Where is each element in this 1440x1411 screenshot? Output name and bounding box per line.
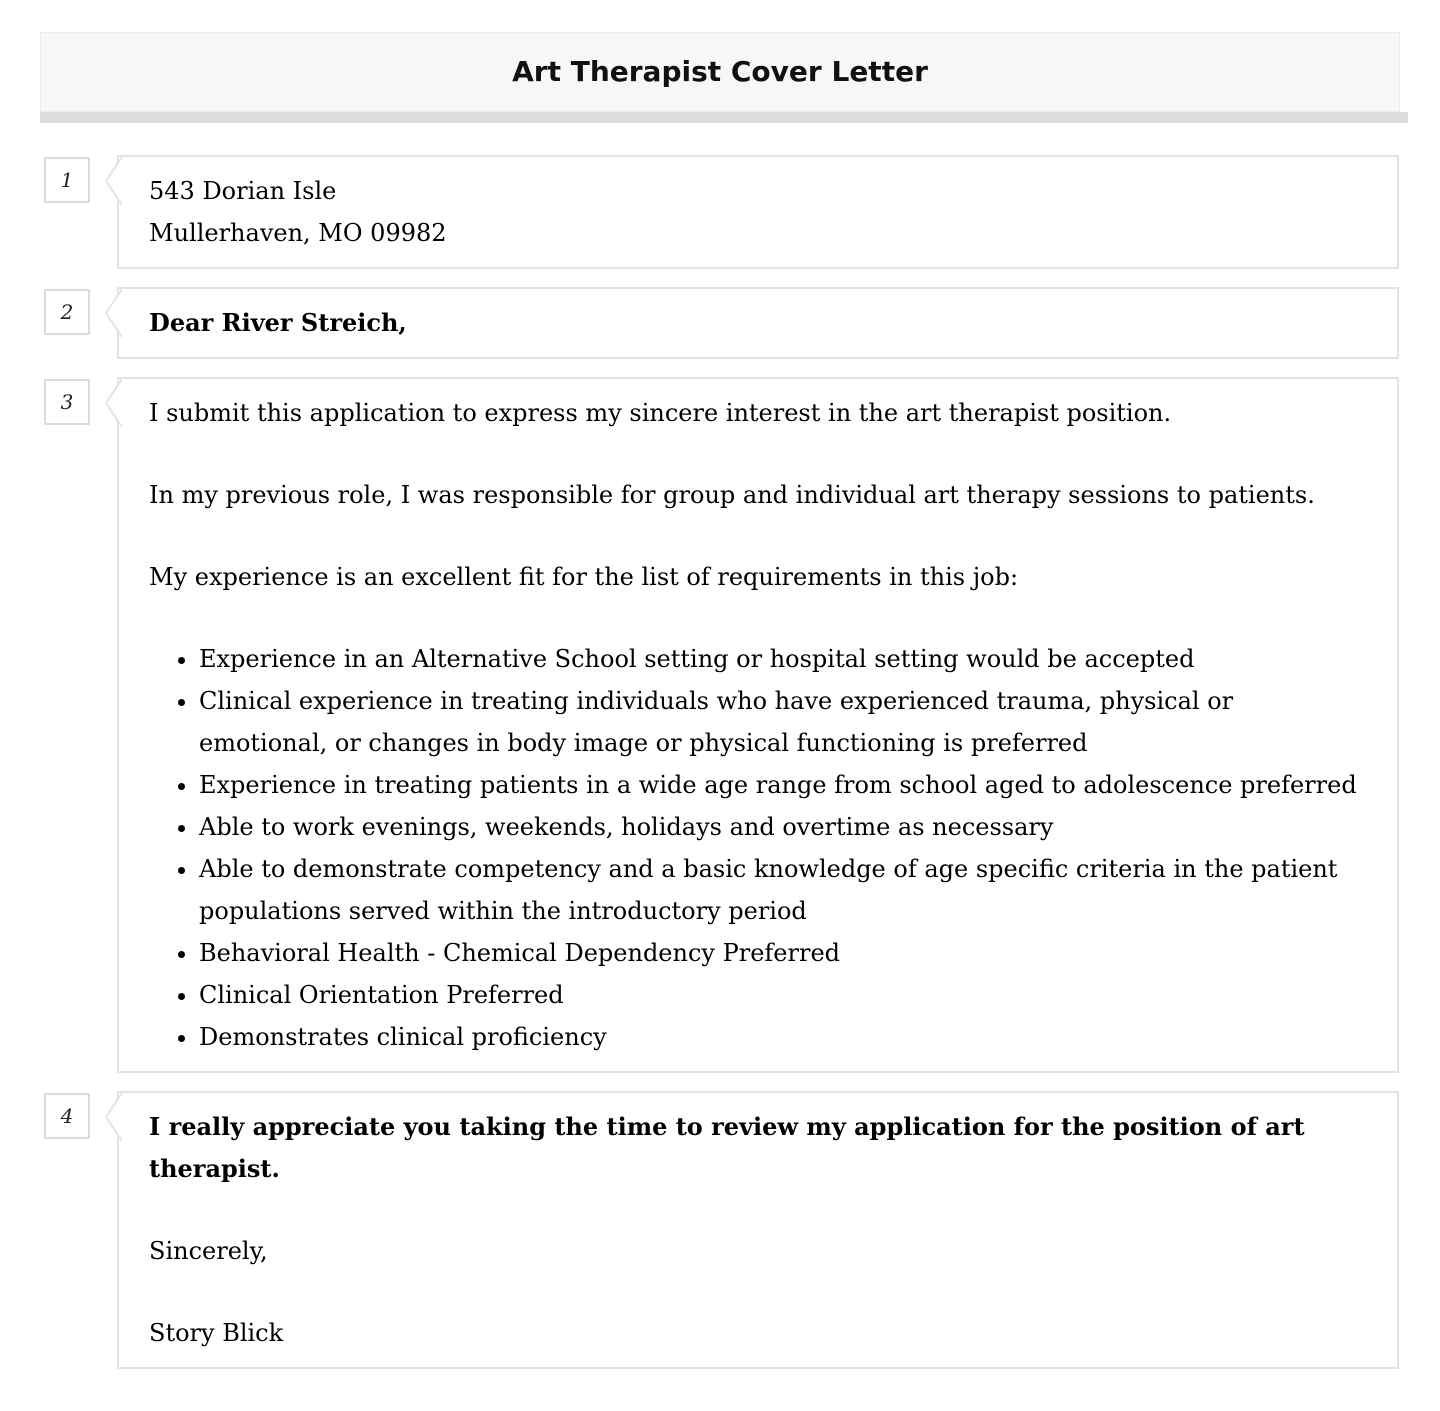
signature: Story Blick <box>149 1319 284 1347</box>
letter-section-body <box>44 377 1399 1073</box>
requirements-list <box>149 638 1367 1058</box>
body-paragraph-fit: My experience is an excellent fit for the list of requirements in this job: <box>149 563 1019 591</box>
list-item: • Able to demonstrate competency and a basic knowledge of age specific criteria in the patient populations served within the introductory period <box>199 848 1367 932</box>
list-item: • Clinical Orientation Preferred <box>199 974 1367 1016</box>
box-pointer-icon <box>102 377 122 429</box>
header-shadow-strip <box>40 112 1408 123</box>
closing-statement: I really appreciate you taking the time to review my application for the position of art therapist. <box>149 1112 1305 1183</box>
closing-box[interactable] <box>117 1091 1399 1369</box>
body-paragraph-previous-role: In my previous role, I was responsible for group and individual art therapy sessions to patients. <box>149 481 1315 509</box>
address-line-2: Mullerhaven, MO 09982 <box>149 219 447 247</box>
list-item: • Able to work evenings, weekends, holidays and overtime as necessary <box>199 806 1367 848</box>
list-item: • Experience in an Alternative School setting or hospital setting would be accepted <box>199 638 1367 680</box>
section-number-badge: 3 <box>44 379 90 425</box>
section-number-badge: 4 <box>44 1093 90 1139</box>
valediction: Sincerely, <box>149 1237 268 1265</box>
body-paragraph-intro: I submit this application to express my sincere interest in the art therapist position. <box>149 399 1172 427</box>
address-box[interactable] <box>117 155 1399 269</box>
salutation-text: Dear River Streich, <box>149 308 407 337</box>
section-number-badge: 2 <box>44 289 90 335</box>
letter-section-address <box>44 155 1399 269</box>
letter-section-closing <box>44 1091 1399 1369</box>
document-header <box>40 32 1400 112</box>
list-item: • Behavioral Health - Chemical Dependency Preferred <box>199 932 1367 974</box>
box-pointer-icon <box>102 1091 122 1143</box>
letter-section-salutation <box>44 287 1399 359</box>
section-number-badge: 1 <box>44 157 90 203</box>
body-box[interactable] <box>117 377 1399 1073</box>
box-pointer-icon <box>102 155 122 207</box>
letter-sections <box>0 123 1440 1411</box>
list-item: • Demonstrates clinical proficiency <box>199 1016 1367 1058</box>
page-title: Art Therapist Cover Letter <box>512 55 928 88</box>
box-pointer-icon <box>102 287 122 339</box>
list-item: • Experience in treating patients in a wide age range from school aged to adolescence preferred <box>199 764 1367 806</box>
salutation-box[interactable] <box>117 287 1399 359</box>
list-item: • Clinical experience in treating individuals who have experienced trauma, physical or emotional, or changes in body image or physical functioning is preferred <box>199 680 1367 764</box>
address-line-1: 543 Dorian Isle <box>149 177 337 205</box>
